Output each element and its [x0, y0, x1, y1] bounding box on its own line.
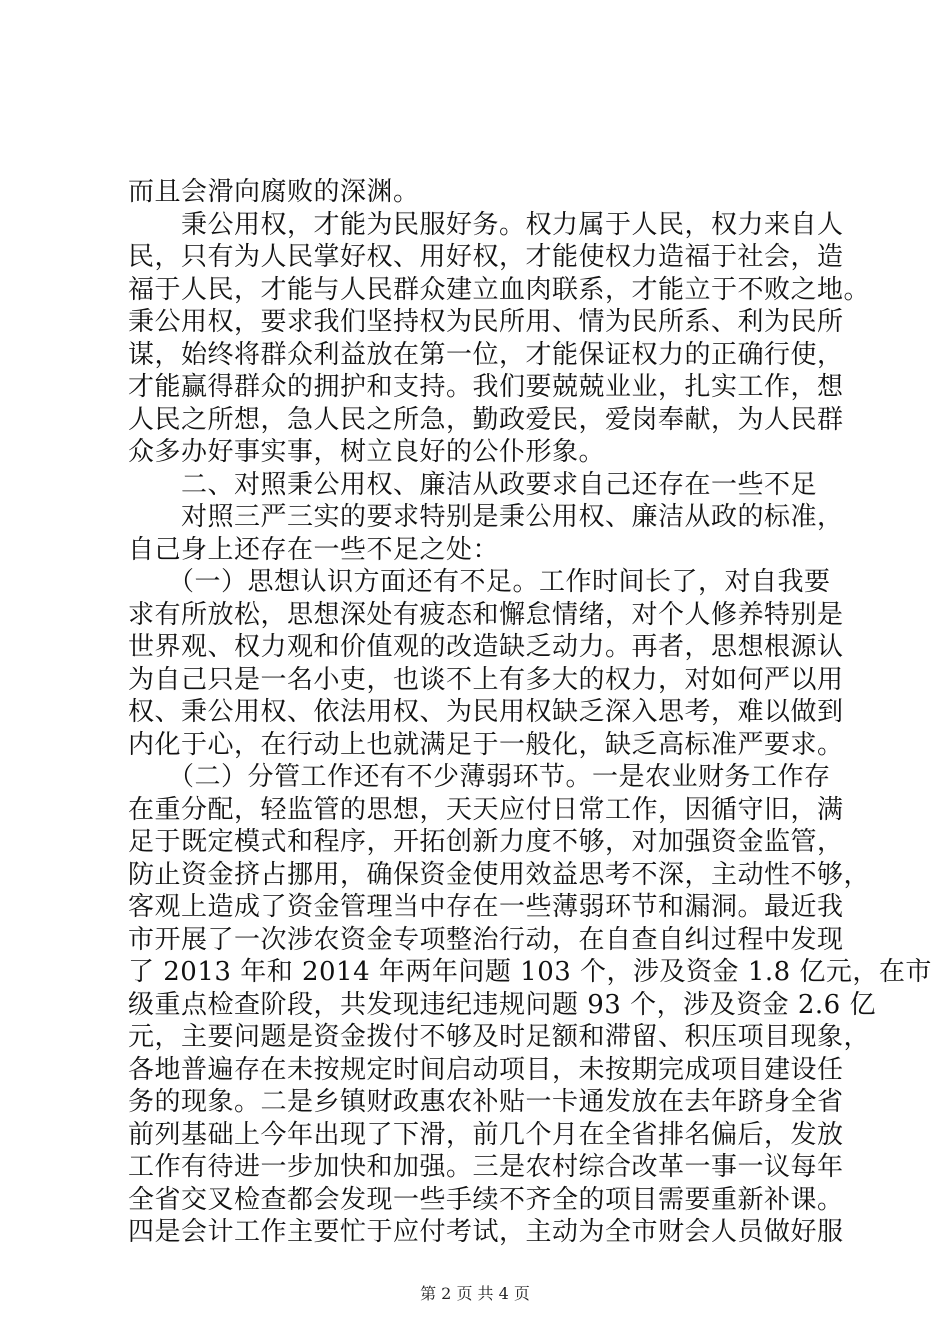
text-line: 众多办好事实事，树立良好的公仆形象。 [128, 437, 606, 467]
text-line: 工作有待进一步加快和加强。三是农村综合改革一事一议每年 [128, 1152, 844, 1182]
text-line: 权、秉公用权、依法用权、为民用权缺乏深入思考，难以做到 [128, 697, 844, 727]
text-line: 前列基础上今年出现了下滑，前几个月在全省排名偏后，发放 [128, 1119, 844, 1150]
text-line: 足于既定模式和程序，开拓创新力度不够，对加强资金监管， [128, 827, 844, 857]
text-line: 求有所放松，思想深处有疲态和懈怠情绪，对个人修养特别是 [128, 599, 844, 630]
document-body [128, 176, 932, 1249]
text-line: 世界观、权力观和价值观的改造缺乏动力。再者，思想根源认 [128, 632, 844, 662]
text-line: 而且会滑向腐败的深渊。 [128, 177, 420, 207]
text-line: 务的现象。二是乡镇财政惠农补贴一卡通发放在去年跻身全省 [128, 1087, 844, 1117]
text-line: 人民之所想，急人民之所急，勤政爱民，爱岗奉献，为人民群 [128, 404, 844, 435]
text-line: 客观上造成了资金管理当中存在一些薄弱环节和漏洞。最近我 [128, 892, 844, 922]
text-line: 自己身上还存在一些不足之处： [128, 534, 500, 565]
text-line: 内化于心，在行动上也就满足于一般化，缺乏高标准严要求。 [128, 729, 844, 760]
text-line: 对照三严三实的要求特别是秉公用权、廉洁从政的标准， [128, 502, 844, 532]
text-line: 秉公用权，才能为民服好务。权力属于人民，权力来自人 [128, 209, 844, 240]
text-line: 全省交叉检查都会发现一些手续不齐全的项目需要重新补课。 [128, 1184, 844, 1215]
text-line: 在重分配，轻监管的思想，天天应付日常工作，因循守旧，满 [128, 794, 844, 825]
text-line: 谋，始终将群众利益放在第一位，才能保证权力的正确行使， [128, 339, 844, 370]
page-number-footer: 第 2 页 共 4 页 [420, 1284, 530, 1303]
text-line: 秉公用权，要求我们坚持权为民所用、情为民所系、利为民所 [128, 307, 844, 337]
text-line: 各地普遍存在未按规定时间启动项目，未按期完成项目建设任 [128, 1054, 844, 1085]
text-line: 为自己只是一名小吏，也谈不上有多大的权力，对如何严以用 [128, 664, 844, 695]
text-line: 才能赢得群众的拥护和支持。我们要兢兢业业，扎实工作，想 [128, 372, 844, 402]
text-line: 了 2013 年和 2014 年两年问题 103 个，涉及资金 1.8 亿元，在市 [128, 957, 932, 987]
text-line: 元，主要问题是资金拨付不够及时足额和滞留、积压项目现象， [128, 1022, 871, 1052]
text-line: 市开展了一次涉农资金专项整治行动，在自查自纠过程中发现 [128, 924, 844, 955]
text-line: （一）思想认识方面还有不足。工作时间长了，对自我要 [128, 567, 831, 597]
text-line: 防止资金挤占挪用，确保资金使用效益思考不深，主动性不够， [128, 859, 871, 890]
text-line: （二）分管工作还有不少薄弱环节。一是农业财务工作存 [128, 762, 831, 792]
section-heading: 二、对照秉公用权、廉洁从政要求自己还存在一些不足 [128, 469, 818, 500]
text-line: 四是会计工作主要忙于应付考试，主动为全市财会人员做好服 [128, 1217, 844, 1247]
text-line: 级重点检查阶段，共发现违纪违规问题 93 个，涉及资金 2.6 亿 [128, 989, 876, 1020]
text-line: 民，只有为人民掌好权、用好权，才能使权力造福于社会，造 [128, 242, 844, 272]
text-line: 福于人民，才能与人民群众建立血肉联系，才能立于不败之地。 [128, 274, 871, 305]
